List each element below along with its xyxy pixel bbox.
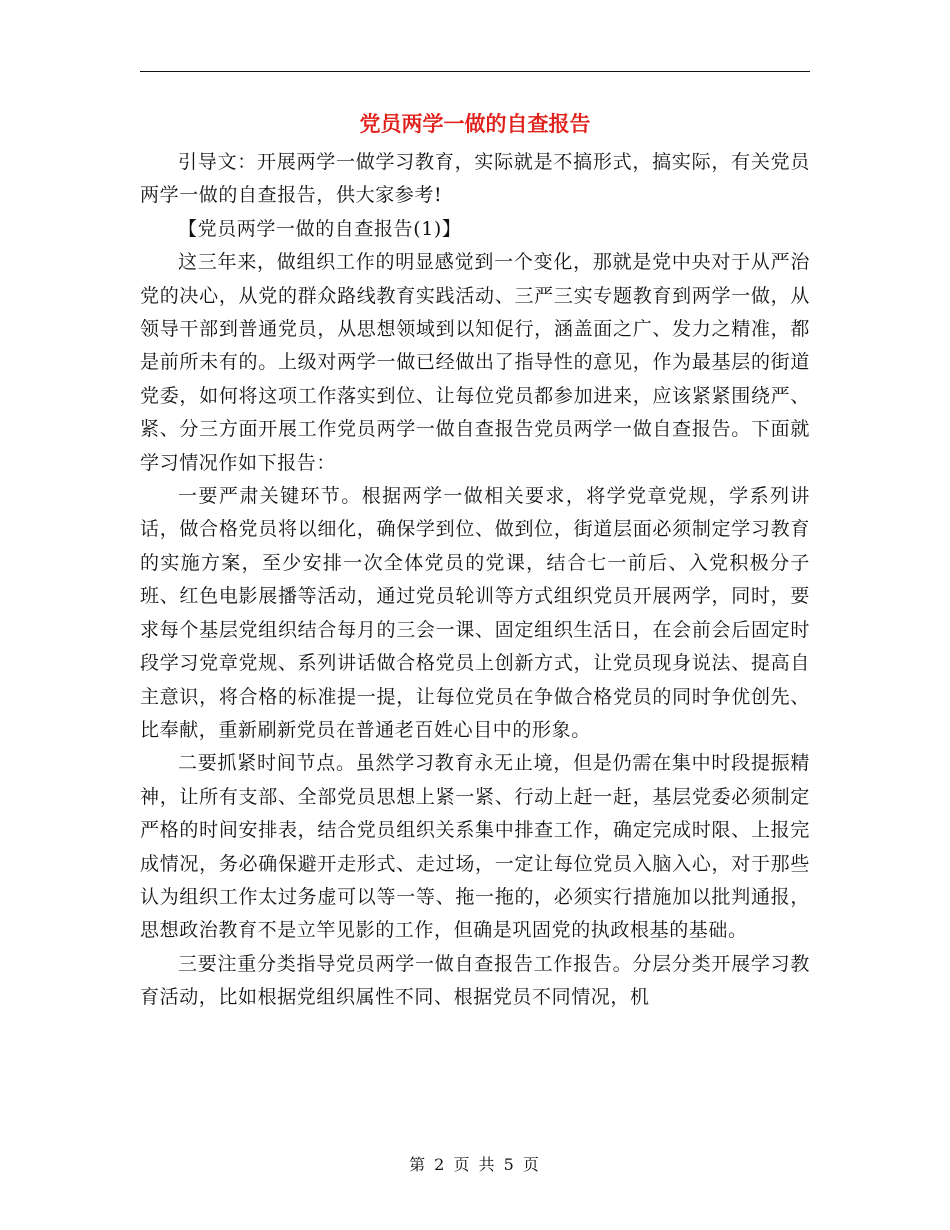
document-body	[140, 146, 810, 1015]
body-paragraph: 三要注重分类指导党员两学一做自查报告工作报告。分层分类开展学习教育活动，比如根据党组织属性不同、根据党员不同情况，机	[140, 952, 810, 1009]
intro-paragraph: 引导文：开展两学一做学习教育，实际就是不搞形式，搞实际，有关党员两学一做的自查报告，供大家参考!	[140, 151, 810, 207]
body-paragraph: 二要抓紧时间节点。虽然学习教育永无止境，但是仍需在集中时段提振精神，让所有支部、全部党员思想上紧一紧、行动上赶一赶，基层党委必须制定严格的时间安排表，结合党员组织关系集中排查工作，确定完成时限、上报完成情况，务必确保避开走形式、走过场，一定让每位党员入脑入心，对于那些认为组织工作太过务虚可以等一等、拖一拖的，必须实行措施加以批判通报，思想政治教育不是立竿见影的工作，但确是巩固党的执政根基的基础。	[140, 752, 810, 942]
document-title: 党员两学一做的自查报告	[359, 111, 591, 136]
header-rule	[140, 71, 810, 72]
page-number-footer: 第 2 页 共 5 页	[409, 1155, 541, 1174]
section-heading: 【党员两学一做的自查报告(1)】	[178, 217, 462, 240]
body-paragraph: 这三年来，做组织工作的明显感觉到一个变化，那就是党中央对于从严治党的决心，从党的群众路线教育实践活动、三严三实专题教育到两学一做，从领导干部到普通党员，从思想领域到以知促行，涵盖面之广、发力之精准，都是前所未有的。上级对两学一做已经做出了指导性的意见，作为最基层的街道党委，如何将这项工作落实到位、让每位党员都参加进来，应该紧紧围绕严、紧、分三方面开展工作党员两学一做自查报告党员两学一做自查报告。下面就学习情况作如下报告：	[140, 251, 810, 474]
body-paragraph: 一要严肃关键环节。根据两学一做相关要求，将学党章党规，学系列讲话，做合格党员将以细化，确保学到位、做到位，街道层面必须制定学习教育的实施方案，至少安排一次全体党员的党课，结合七一前后、入党积极分子班、红色电影展播等活动，通过党员轮训等方式组织党员开展两学，同时，要求每个基层党组织结合每月的三会一课、固定组织生活日，在会前会后固定时段学习党章党规、系列讲话做合格党员上创新方式，让党员现身说法、提高自主意识，将合格的标准提一提，让每位党员在争做合格党员的同时争优创先、比奉献，重新刷新党员在普通老百姓心目中的形象。	[140, 485, 810, 741]
